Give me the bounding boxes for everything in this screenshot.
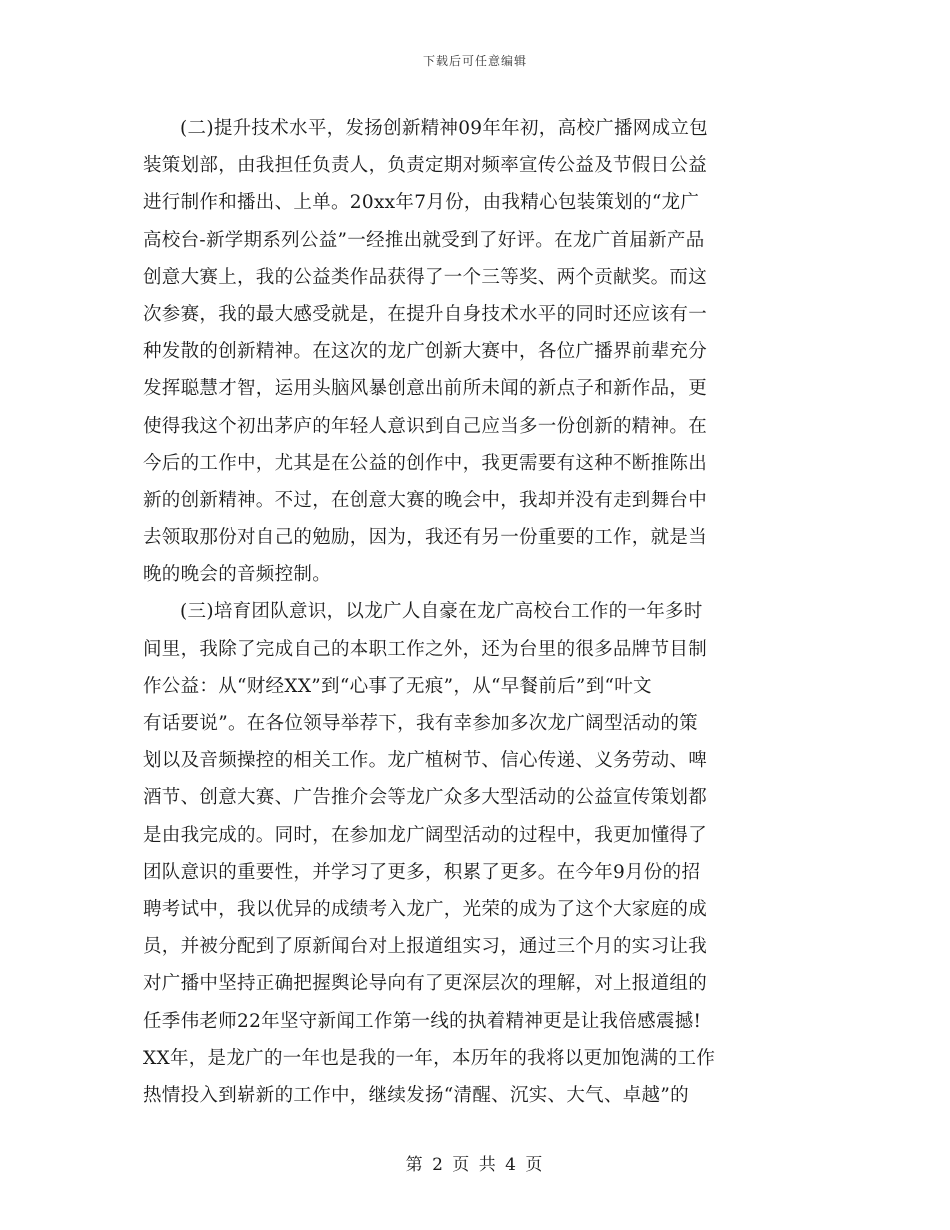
text-line: 团队意识的重要性，并学习了更多，积累了更多。在今年9月份的招: [143, 861, 701, 883]
text-line: 次参赛，我的最大感受就是，在提升自身技术水平的同时还应该有一: [143, 303, 708, 325]
text-line: 发挥聪慧才智，运用头脑风暴创意出前所未闻的新点子和新作品，更: [143, 378, 708, 400]
page-number-footer: 第 2 页 共 4 页: [405, 1155, 545, 1175]
text-line: 热情投入到崭新的工作中，继续发扬“清醒、沉实、大气、卓越”的: [143, 1084, 689, 1106]
text-line: 使得我这个初出茅庐的年轻人意识到自己应当多一份创新的精神。在: [143, 415, 708, 437]
text-line: 酒节、创意大赛、广告推介会等龙广众多大型活动的公益宣传策划都: [143, 787, 708, 809]
text-line: 创意大赛上，我的公益类作品获得了一个三等奖、两个贡献奖。而这: [143, 266, 708, 288]
body-text: [143, 110, 807, 1114]
text-line: 装策划部，由我担任负责人，负责定期对频率宣传公益及节假日公益: [143, 155, 708, 177]
text-line: 间里，我除了完成自己的本职工作之外，还为台里的很多品牌节目制: [143, 638, 708, 660]
text-line: (二)提升技术水平，发扬创新精神09年年初，高校广播网成立包: [180, 118, 708, 139]
paragraph-1: [143, 110, 807, 593]
text-line: 新的创新精神。不过，在创意大赛的晚会中，我却并没有走到舞台中: [143, 489, 708, 511]
text-line: 有话要说”。在各位领导举荐下，我有幸参加多次龙广阔型活动的策: [143, 713, 698, 734]
text-line: 高校台-新学期系列公益”一经推出就受到了好评。在龙广首届新产品: [143, 229, 705, 251]
text-line: 作公益：从“财经XX”到“心事了无痕”，从“早餐前后”到“叶文: [143, 675, 652, 697]
text-line: 进行制作和播出、上单。20xx年7月份，由我精心包装策划的“龙广: [143, 192, 700, 214]
paragraph-2: [143, 593, 807, 1114]
text-line: 是由我完成的。同时，在参加龙广阔型活动的过程中，我更加懂得了: [143, 824, 708, 846]
text-line: 去领取那份对自己的勉励，因为，我还有另一份重要的工作，就是当: [143, 527, 708, 549]
text-line: 任季伟老师22年坚守新闻工作第一线的执着精神更是让我倍感震撼!: [143, 1010, 702, 1032]
text-line: 今后的工作中，尤其是在公益的创作中，我更需要有这种不断推陈出: [143, 452, 708, 474]
text-line: 对广播中坚持正确把握舆论导向有了更深层次的理解，对上报道组的: [143, 973, 708, 995]
text-line: (三)培育团队意识，以龙广人自豪在龙广高校台工作的一年多时: [180, 601, 703, 623]
text-line: 划以及音频操控的相关工作。龙广植树节、信心传递、义务劳动、啤: [143, 750, 708, 772]
text-line: XX年，是龙广的一年也是我的一年，本历年的我将以更加饱满的工作: [143, 1047, 716, 1069]
text-line: 员，并被分配到了原新闻台对上报道组实习，通过三个月的实习让我: [143, 936, 708, 958]
text-line: 聘考试中，我以优异的成绩考入龙广，光荣的成为了这个大家庭的成: [143, 898, 708, 920]
text-line: 晚的晚会的音频控制。: [143, 564, 332, 586]
text-line: 种发散的创新精神。在这次的龙广创新大赛中，各位广播界前辈充分: [143, 341, 708, 363]
header-note: 下载后可任意编辑: [422, 54, 527, 68]
